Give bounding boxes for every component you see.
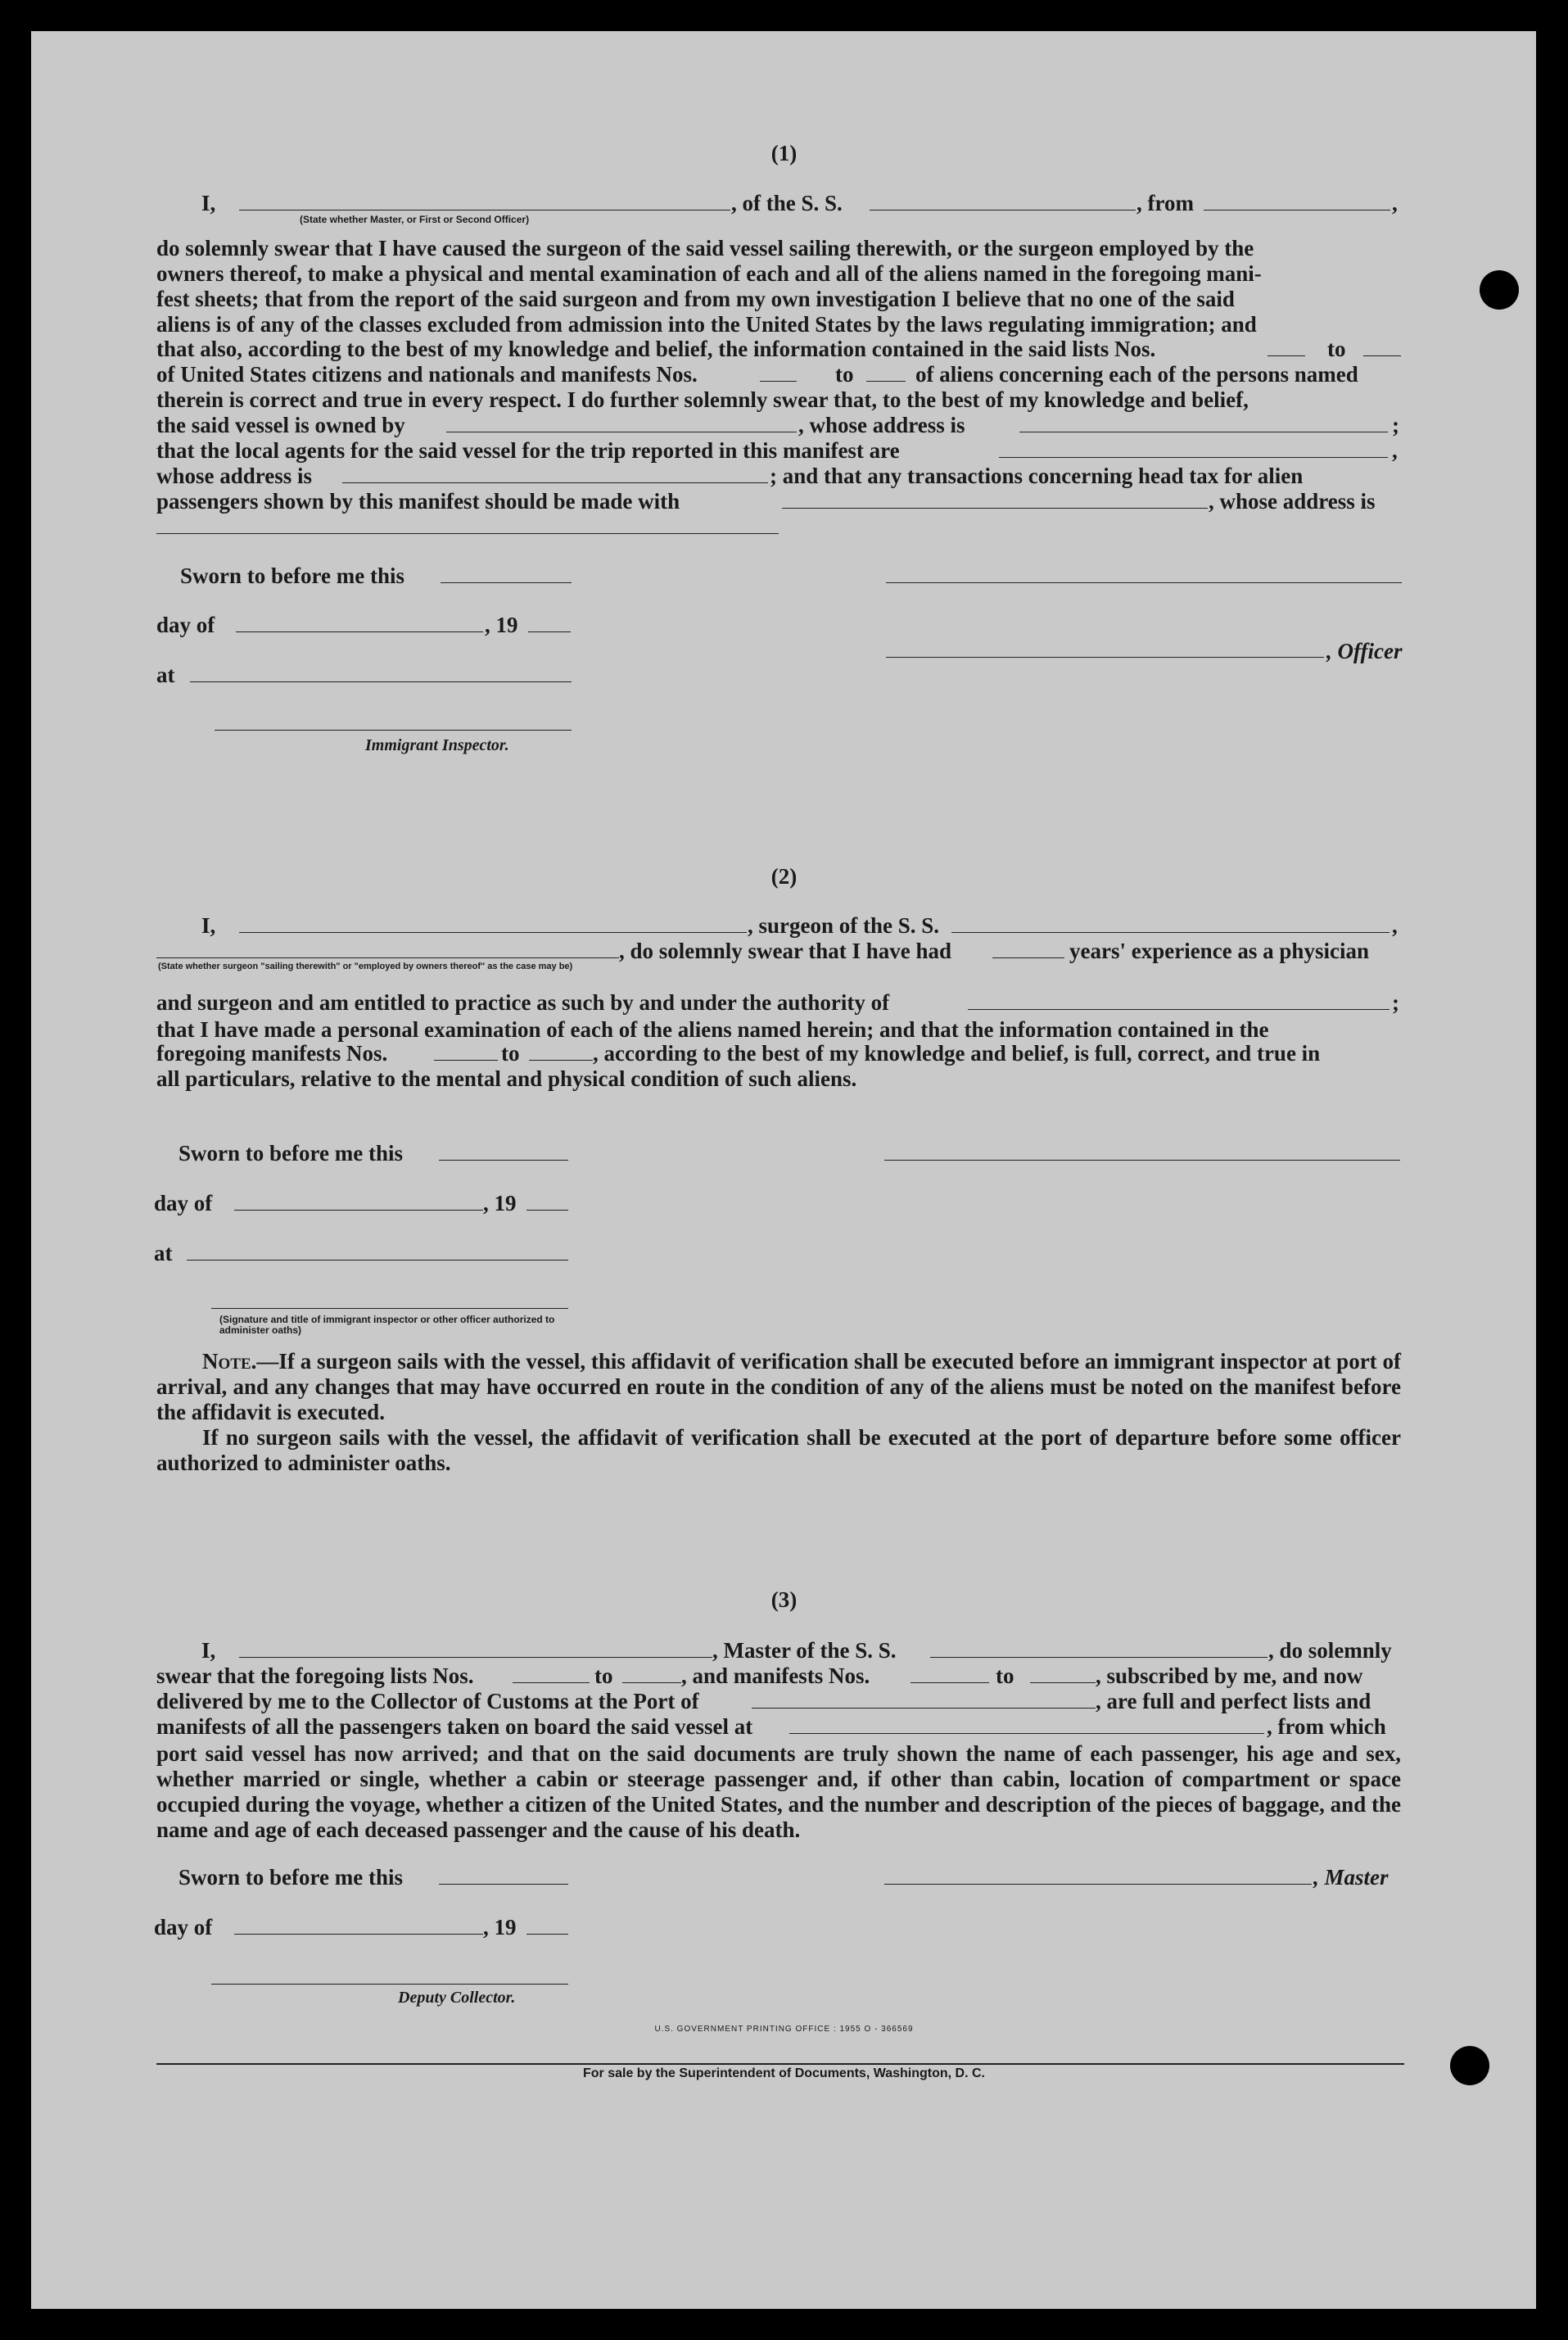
- oath-line: owners thereof, to make a physical and mental examination of each and all of the aliens named in the foregoing mani-: [156, 261, 1262, 286]
- master-label: , Master: [1313, 1865, 1389, 1890]
- oath-line: that also, according to the best of my knowledge and belief, the information contained in the said lists Nos.: [156, 337, 1156, 361]
- at-label: at: [156, 663, 175, 687]
- oath-line: passengers shown by this manifest should be made with: [156, 489, 680, 514]
- label-to: to: [1327, 337, 1346, 361]
- label-of-ss: , of the S. S.: [731, 191, 843, 215]
- oath-text: , according to the best of my knowledge and belief, is full, correct, and true in: [593, 1041, 1321, 1066]
- years-field[interactable]: [992, 957, 1064, 958]
- oath-text: and surgeon and am entitled to practice as such by and under the authority of: [156, 990, 890, 1015]
- manifests-from-field[interactable]: [434, 1060, 498, 1061]
- comma: ,: [1392, 438, 1398, 463]
- inspector-label: Immigrant Inspector.: [365, 736, 509, 754]
- day-of-label: day of: [154, 1915, 213, 1939]
- label-master-of: , Master of the S. S.: [712, 1638, 897, 1663]
- vessel-field[interactable]: [930, 1657, 1268, 1658]
- sworn-day-field[interactable]: [441, 582, 572, 583]
- section-number: (3): [770, 1587, 798, 1612]
- month-field[interactable]: [234, 1934, 483, 1935]
- punch-hole: [1480, 270, 1519, 310]
- inspector-signature-field[interactable]: [215, 730, 572, 731]
- label-i: I,: [201, 913, 216, 938]
- place-field[interactable]: [190, 681, 572, 682]
- year-field[interactable]: [526, 1934, 568, 1935]
- surgeon-name-field[interactable]: [239, 932, 747, 933]
- oath-text: , subscribed by me, and now: [1096, 1663, 1363, 1688]
- head-tax-address-field[interactable]: [156, 533, 779, 534]
- oath-text: that I have made a personal examination of each of the aliens named herein; and that the information contained in the: [156, 1017, 1269, 1042]
- sworn-label: Sworn to before me this: [178, 1141, 403, 1165]
- year-field[interactable]: [528, 631, 571, 632]
- port-field[interactable]: [752, 1708, 1096, 1709]
- oath-text: , do solemnly: [1268, 1638, 1392, 1663]
- note-text: —If a surgeon sails with the vessel, this affidavit of verification shall be executed before an immigrant inspector at port of arrival, and any changes that may have occurred en route in the condition of any of the aliens must be noted on the manifest before the affidavit is executed.: [156, 1349, 1401, 1424]
- officer-note: (State whether Master, or First or Second Officer): [300, 214, 530, 225]
- lists-from-field[interactable]: [1268, 355, 1305, 356]
- master-signature-field[interactable]: [884, 1884, 1312, 1885]
- oath-text: manifests of all the passengers taken on board the said vessel at: [156, 1714, 753, 1739]
- embark-port-field[interactable]: [789, 1733, 1264, 1734]
- label-surgeon-of: , surgeon of the S. S.: [748, 913, 940, 938]
- surgeon-status-field[interactable]: [156, 957, 619, 958]
- oath-text: swear that the foregoing lists Nos.: [156, 1663, 474, 1688]
- sworn-label: Sworn to before me this: [178, 1865, 403, 1890]
- oath-line: that the local agents for the said vessel for the trip reported in this manifest are: [156, 438, 900, 463]
- manifests-to-field[interactable]: [866, 381, 906, 382]
- oath-text: of aliens concerning each of the persons named: [915, 362, 1358, 387]
- agents-field[interactable]: [999, 457, 1388, 458]
- sworn-day-field[interactable]: [439, 1884, 568, 1885]
- oath-body: [156, 236, 1401, 337]
- surgeon-note: (State whether surgeon "sailing therewith" or "employed by owners thereof" as the case may be): [158, 962, 573, 971]
- sale-notice: For sale by the Superintendent of Documents, Washington, D. C.: [583, 2066, 985, 2080]
- lists-to-field[interactable]: [622, 1682, 681, 1683]
- label-from: , from: [1136, 191, 1194, 215]
- officer-signature-field[interactable]: [886, 582, 1402, 583]
- label-i: I,: [201, 191, 216, 215]
- oath-line: of United States citizens and nationals and manifests Nos.: [156, 362, 698, 387]
- vessel-field[interactable]: [951, 932, 1390, 933]
- note-paragraph: [156, 1349, 1401, 1425]
- lists-to-field[interactable]: [1363, 355, 1401, 356]
- month-field[interactable]: [236, 631, 483, 632]
- sworn-label: Sworn to before me this: [180, 564, 404, 588]
- month-field[interactable]: [234, 1210, 483, 1211]
- section-number: (1): [770, 141, 798, 165]
- oath-line: do solemnly swear that I have caused the surgeon of the said vessel sailing therewith, or the surgeon employed by the: [156, 236, 1254, 260]
- comma: ,: [1392, 191, 1398, 215]
- surgeon-signature-field[interactable]: [884, 1160, 1400, 1161]
- day-of-label: day of: [154, 1191, 213, 1215]
- officer-title-field[interactable]: [886, 657, 1324, 658]
- oath-text: , whose address is: [798, 413, 965, 437]
- label-to: to: [501, 1041, 520, 1066]
- manifests-from-field[interactable]: [760, 381, 797, 382]
- head-tax-party-field[interactable]: [782, 508, 1208, 509]
- year-label: , 19: [485, 613, 518, 637]
- oath-text: , do solemnly swear that I have had: [619, 939, 952, 963]
- manifests-from-field[interactable]: [911, 1682, 989, 1683]
- sworn-day-field[interactable]: [439, 1160, 568, 1161]
- at-label: at: [154, 1241, 173, 1265]
- authority-field[interactable]: [968, 1009, 1390, 1010]
- label-to: to: [594, 1663, 613, 1688]
- oath-text: ; and that any transactions concerning head tax for alien: [770, 464, 1304, 488]
- year-label: , 19: [483, 1191, 517, 1215]
- year-label: , 19: [483, 1915, 517, 1939]
- oath-text: , are full and perfect lists and: [1096, 1689, 1371, 1713]
- note-label: Note.: [202, 1349, 257, 1374]
- oath-text: , and manifests Nos.: [681, 1663, 870, 1688]
- label-to: to: [835, 362, 854, 387]
- agents-address-field[interactable]: [342, 482, 768, 483]
- inspector-signature-field[interactable]: [211, 1308, 568, 1309]
- footer-rule: [156, 2063, 1404, 2065]
- oath-text: , whose address is: [1209, 489, 1376, 514]
- semicolon: ;: [1392, 990, 1399, 1015]
- semicolon: ;: [1392, 413, 1399, 437]
- oath-text: years' experience as a physician: [1069, 939, 1369, 963]
- day-of-label: day of: [156, 613, 215, 637]
- oath-line: fest sheets; that from the report of the said surgeon and from my own investigation I believe that no one of the said: [156, 287, 1235, 311]
- oath-text: all particulars, relative to the mental and physical condition of such aliens.: [156, 1066, 857, 1091]
- gpo-imprint: U.S. GOVERNMENT PRINTING OFFICE : 1955 O - 366569: [654, 2025, 914, 2034]
- signature-note: (Signature and title of immigrant inspector or other officer authorized to administer oaths): [219, 1314, 555, 1336]
- oath-line: therein is correct and true in every respect. I do further solemnly swear that, to the best of my knowledge and belief,: [156, 387, 1249, 412]
- manifests-to-field[interactable]: [529, 1060, 593, 1061]
- section-number: (2): [770, 864, 798, 889]
- oath-text: delivered by me to the Collector of Customs at the Port of: [156, 1689, 699, 1713]
- label-i: I,: [201, 1638, 216, 1663]
- label-to: to: [996, 1663, 1014, 1688]
- deputy-collector-label: Deputy Collector.: [398, 1989, 516, 2007]
- oath-line: the said vessel is owned by: [156, 413, 405, 437]
- officer-label: , Officer: [1326, 639, 1403, 663]
- oath-line: whose address is: [156, 464, 313, 488]
- oath-text: , from which: [1267, 1714, 1386, 1739]
- lists-from-field[interactable]: [513, 1682, 590, 1683]
- collector-signature-field[interactable]: [211, 1984, 568, 1985]
- comma: ,: [1392, 913, 1398, 938]
- oath-text: foregoing manifests Nos.: [156, 1041, 388, 1066]
- oath-body: port said vessel has now arrived; and that on the said documents are truly shown the name of each passenger, his age and sex, whether married or single, whether a cabin or steerage passenger and, if other than cabin, location of compartment or space occupied during the voyage, whether a citizen of the United States, and the number and description of the pieces of baggage, and the name and age of each deceased passenger and the cause of his death.: [156, 1741, 1401, 1842]
- oath-line: aliens is of any of the classes excluded from admission into the United States by the laws regulating immigration; and: [156, 312, 1257, 337]
- manifests-to-field[interactable]: [1030, 1682, 1096, 1683]
- master-name-field[interactable]: [239, 1657, 712, 1658]
- year-field[interactable]: [526, 1210, 568, 1211]
- note-paragraph-2: If no surgeon sails with the vessel, the affidavit of verification shall be executed at the port of departure before some officer authorized to administer oaths.: [156, 1425, 1401, 1475]
- place-field[interactable]: [187, 1260, 568, 1261]
